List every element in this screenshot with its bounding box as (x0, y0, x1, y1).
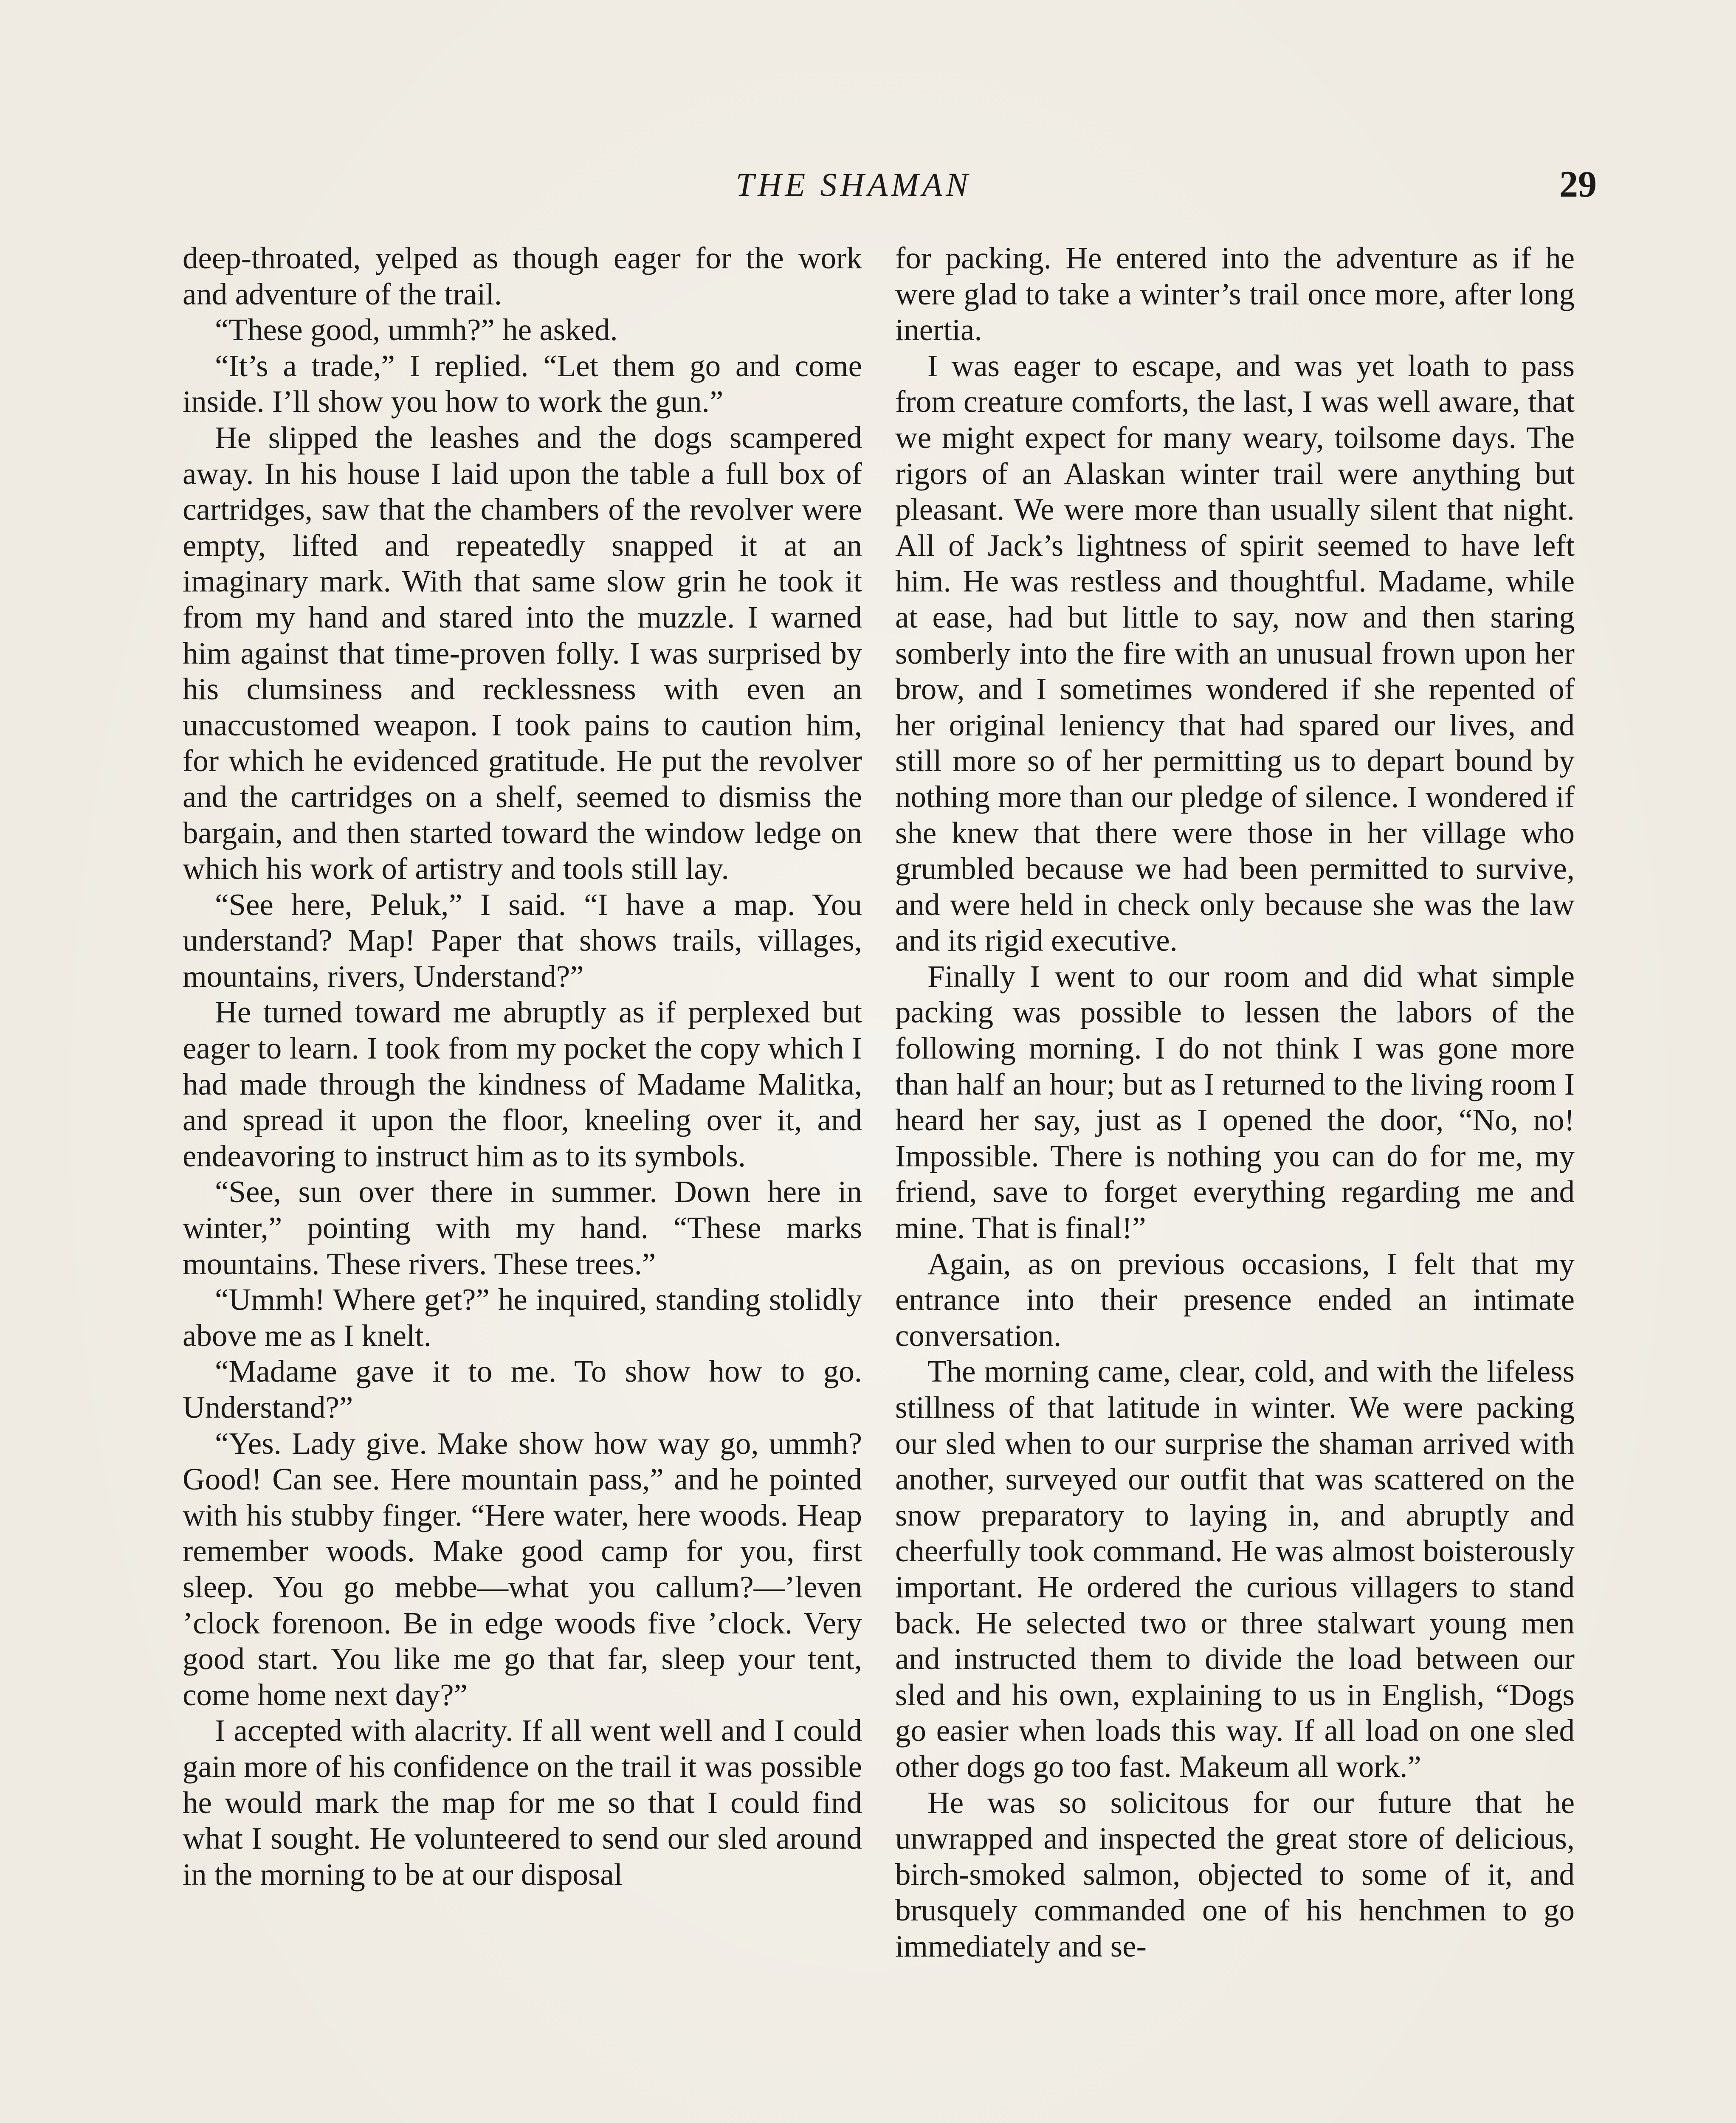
paragraph: deep-throated, yelped as though eager for the work and adventure of the trail. (183, 241, 862, 311)
paragraph: “Madame gave it to me. To show how to go. Understand?” (183, 1354, 862, 1425)
page-number: 29 (1559, 164, 1597, 205)
paragraph: He turned toward me abruptly as if perplexed but eager to learn. I took from my pocket the copy which I had made through the kindness of Madame Malitka, and spread it upon the floor, kneeling over it, and endeavoring to instruct him as to its symbols. (183, 995, 862, 1173)
paragraph: “See here, Peluk,” I said. “I have a map. You understand? Map! Paper that shows trails, villages, mountains, rivers, Understand?” (183, 887, 862, 994)
running-title: THE SHAMAN (736, 166, 972, 203)
right-column (895, 240, 1575, 1965)
paragraph: Again, as on previous occasions, I felt that my entrance into their presence ended an intimate conversation. (895, 1246, 1575, 1353)
paragraph: “It’s a trade,” I replied. “Let them go and come inside. I’ll show you how to work the gun.” (183, 348, 862, 419)
paragraph: “See, sun over there in summer. Down here in winter,” pointing with my hand. “These marks mountains. These rivers. These trees.” (183, 1174, 862, 1281)
paragraph: “These good, ummh?” he asked. (215, 313, 618, 347)
paragraph: He slipped the leashes and the dogs scampered away. In his house I laid upon the table a full box of cartridges, saw that the chambers of the revolver were empty, lifted and repeatedly snapped it at an imaginary mark. With that same slow grin he took it from my hand and stared into the muzzle. I warned him against that time-proven folly. I was surprised by his clumsiness and recklessness with even an unaccustomed weapon. I took pains to caution him, for which he evidenced gratitude. He put the revolver and the cartridges on a shelf, seemed to dismiss the bargain, and then started toward the window ledge on which his work of artistry and tools still lay. (183, 420, 862, 886)
paragraph: “Ummh! Where get?” he inquired, standing stolidly above me as I knelt. (183, 1282, 862, 1353)
left-column (183, 240, 862, 1892)
paragraph: He was so solicitous for our future that he unwrapped and inspected the great store of delicious, birch-smoked salmon, objected to some of it, and brusquely commanded one of his henchmen to go immediately and se- (895, 1785, 1575, 1963)
paragraph: The morning came, clear, cold, and with the lifeless stillness of that latitude in winter. We were packing our sled when to our surprise the shaman arrived with another, surveyed our outfit that was scattered on the snow preparatory to laying in, and abruptly and cheerfully took command. He was almost boisterously important. He ordered the curious villagers to stand back. He selected two or three stalwart young men and instructed them to divide the load between our sled and his own, explaining to us in English, “Dogs go easier when loads this way. If all load on one sled other dogs go too fast. Makeum all work.” (895, 1354, 1575, 1784)
paragraph: for packing. He entered into the adventure as if he were glad to take a winter’s trail once more, after long inertia. (895, 241, 1575, 347)
paragraph: I was eager to escape, and was yet loath to pass from creature comforts, the last, I was well aware, that we might expect for many weary, toilsome days. The rigors of an Alaskan winter trail were anything but pleasant. We were more than usually silent that night. All of Jack’s lightness of spirit seemed to have left him. He was restless and thoughtful. Madame, while at ease, had but little to say, now and then staring somberly into the fire with an unusual frown upon her brow, and I sometimes wondered if she repented of her original leniency that had spared our lives, and still more so of her permitting us to depart bound by nothing more than our pledge of silence. I wondered if she knew that there were those in her village who grumbled because we had been permitted to survive, and were held in check only because she was the law and its rigid executive. (895, 348, 1575, 958)
running-head (0, 161, 1736, 208)
paragraph: Finally I went to our room and did what simple packing was possible to lessen the labors of the following morning. I do not think I was gone more than half an hour; but as I returned to the living room I heard her say, just as I opened the door, “No, no! Impossible. There is nothing you can do for me, my friend, save to forget everything regarding me and mine. That is final!” (895, 959, 1575, 1245)
paragraph: I accepted with alacrity. If all went well and I could gain more of his confidence on the trail it was possible he would mark the map for me so that I could find what I sought. He volunteered to send our sled around in the morning to be at our disposal (183, 1713, 862, 1892)
paragraph: “Yes. Lady give. Make show how way go, ummh? Good! Can see. Here mountain pass,” and he pointed with his stubby finger. “Here water, here woods. Heap remember woods. Make good camp for you, first sleep. You go mebbe—what you callum?—’leven ’clock forenoon. Be in edge woods five ’clock. Very good start. You like me go that far, sleep your tent, come home next day?” (183, 1426, 862, 1712)
